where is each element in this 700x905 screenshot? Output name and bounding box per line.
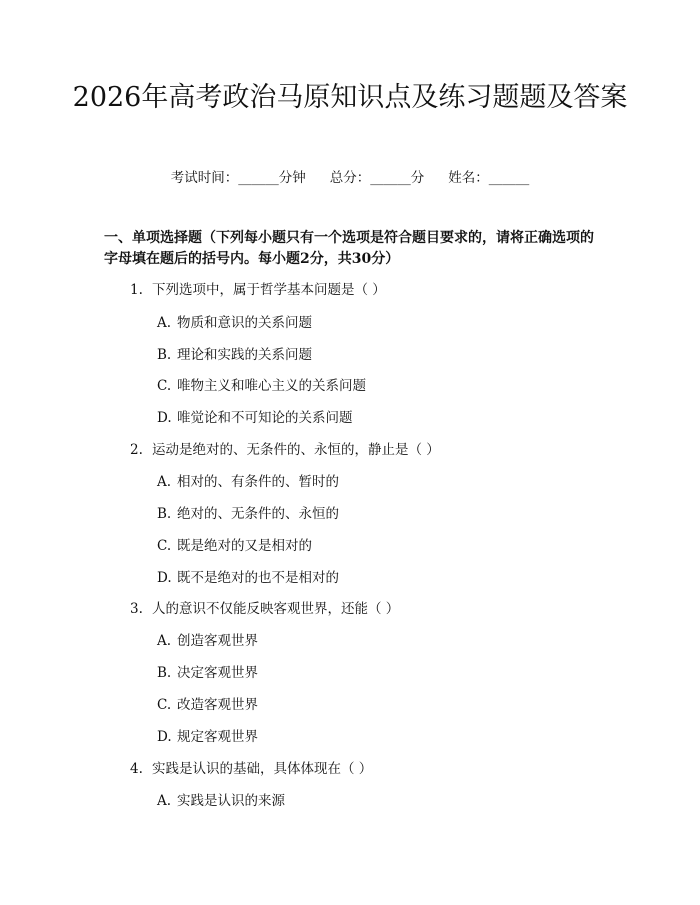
- option-text: 创造客观世界: [177, 633, 258, 649]
- question-2-option-d: [157, 568, 339, 588]
- total-score-blank: ______: [370, 170, 411, 186]
- question-3-option-a: [157, 631, 258, 651]
- option-text: 规定客观世界: [177, 729, 258, 745]
- question-number: 4.: [130, 761, 143, 777]
- option-text: 相对的、有条件的、暂时的: [177, 474, 339, 490]
- question-text: 实践是认识的基础，具体体现在（ ）: [152, 761, 373, 777]
- exam-time-blank: ______: [238, 170, 279, 186]
- option-text: 改造客观世界: [177, 697, 258, 713]
- question-text: 人的意识不仅能反映客观世界，还能（ ）: [152, 601, 400, 617]
- option-letter: C.: [157, 697, 172, 713]
- student-name-blank: ______: [488, 170, 530, 186]
- option-letter: D.: [157, 410, 172, 426]
- option-text: 决定客观世界: [177, 665, 258, 681]
- option-text: 实践是认识的来源: [177, 793, 285, 809]
- question-4-option-a: [157, 791, 285, 811]
- option-letter: D.: [157, 729, 172, 745]
- option-text: 唯觉论和不可知论的关系问题: [177, 410, 353, 426]
- question-2-option-b: [157, 504, 339, 524]
- question-3-option-b: [157, 663, 258, 683]
- option-letter: C.: [157, 378, 172, 394]
- option-text: 唯物主义和唯心主义的关系问题: [177, 378, 366, 394]
- total-score-field: [330, 170, 425, 186]
- question-1-option-d: [157, 408, 353, 428]
- exam-time-label: 考试时间：: [170, 170, 239, 186]
- total-score-unit: 分: [410, 170, 425, 186]
- question-1-option-c: [157, 376, 366, 396]
- question-number: 3.: [130, 601, 143, 617]
- option-text: 物质和意识的关系问题: [177, 315, 312, 331]
- student-name-label: 姓名：: [448, 170, 489, 186]
- question-2: [130, 440, 440, 460]
- question-3-option-d: [157, 727, 258, 747]
- option-letter: C.: [157, 538, 172, 554]
- option-text: 既不是绝对的也不是相对的: [177, 570, 339, 586]
- option-letter: A.: [157, 315, 172, 331]
- option-text: 绝对的、无条件的、永恒的: [177, 506, 339, 522]
- option-text: 理论和实践的关系问题: [177, 347, 312, 363]
- question-1: [130, 280, 386, 300]
- document-title: 2026年高考政治马原知识点及练习题题及答案: [72, 82, 628, 113]
- question-number: 2.: [130, 442, 143, 458]
- option-letter: D.: [157, 570, 172, 586]
- option-letter: B.: [157, 506, 172, 522]
- option-letter: B.: [157, 665, 172, 681]
- exam-time-unit: 分钟: [278, 170, 306, 186]
- question-2-option-a: [157, 472, 339, 492]
- question-text: 运动是绝对的、无条件的、永恒的，静止是（ ）: [152, 442, 440, 458]
- option-text: 既是绝对的又是相对的: [177, 538, 312, 554]
- question-4: [130, 759, 372, 779]
- section-heading: 一、单项选择题（下列每小题只有一个选项是符合题目要求的，请将正确选项的字母填在题后的括号内。每小题2分，共30分）: [104, 230, 594, 267]
- exam-info-line: [0, 168, 700, 188]
- question-number: 1.: [130, 282, 143, 298]
- exam-time-field: [171, 170, 306, 186]
- option-letter: A.: [157, 793, 172, 809]
- question-2-option-c: [157, 536, 312, 556]
- question-1-option-a: [157, 313, 312, 333]
- option-letter: A.: [157, 633, 172, 649]
- option-letter: A.: [157, 474, 172, 490]
- student-name-field: [448, 170, 529, 186]
- total-score-label: 总分：: [329, 170, 371, 186]
- question-3-option-c: [157, 695, 258, 715]
- question-text: 下列选项中，属于哲学基本问题是（ ）: [152, 282, 386, 298]
- question-3: [130, 599, 399, 619]
- option-letter: B.: [157, 347, 172, 363]
- question-1-option-b: [157, 345, 312, 365]
